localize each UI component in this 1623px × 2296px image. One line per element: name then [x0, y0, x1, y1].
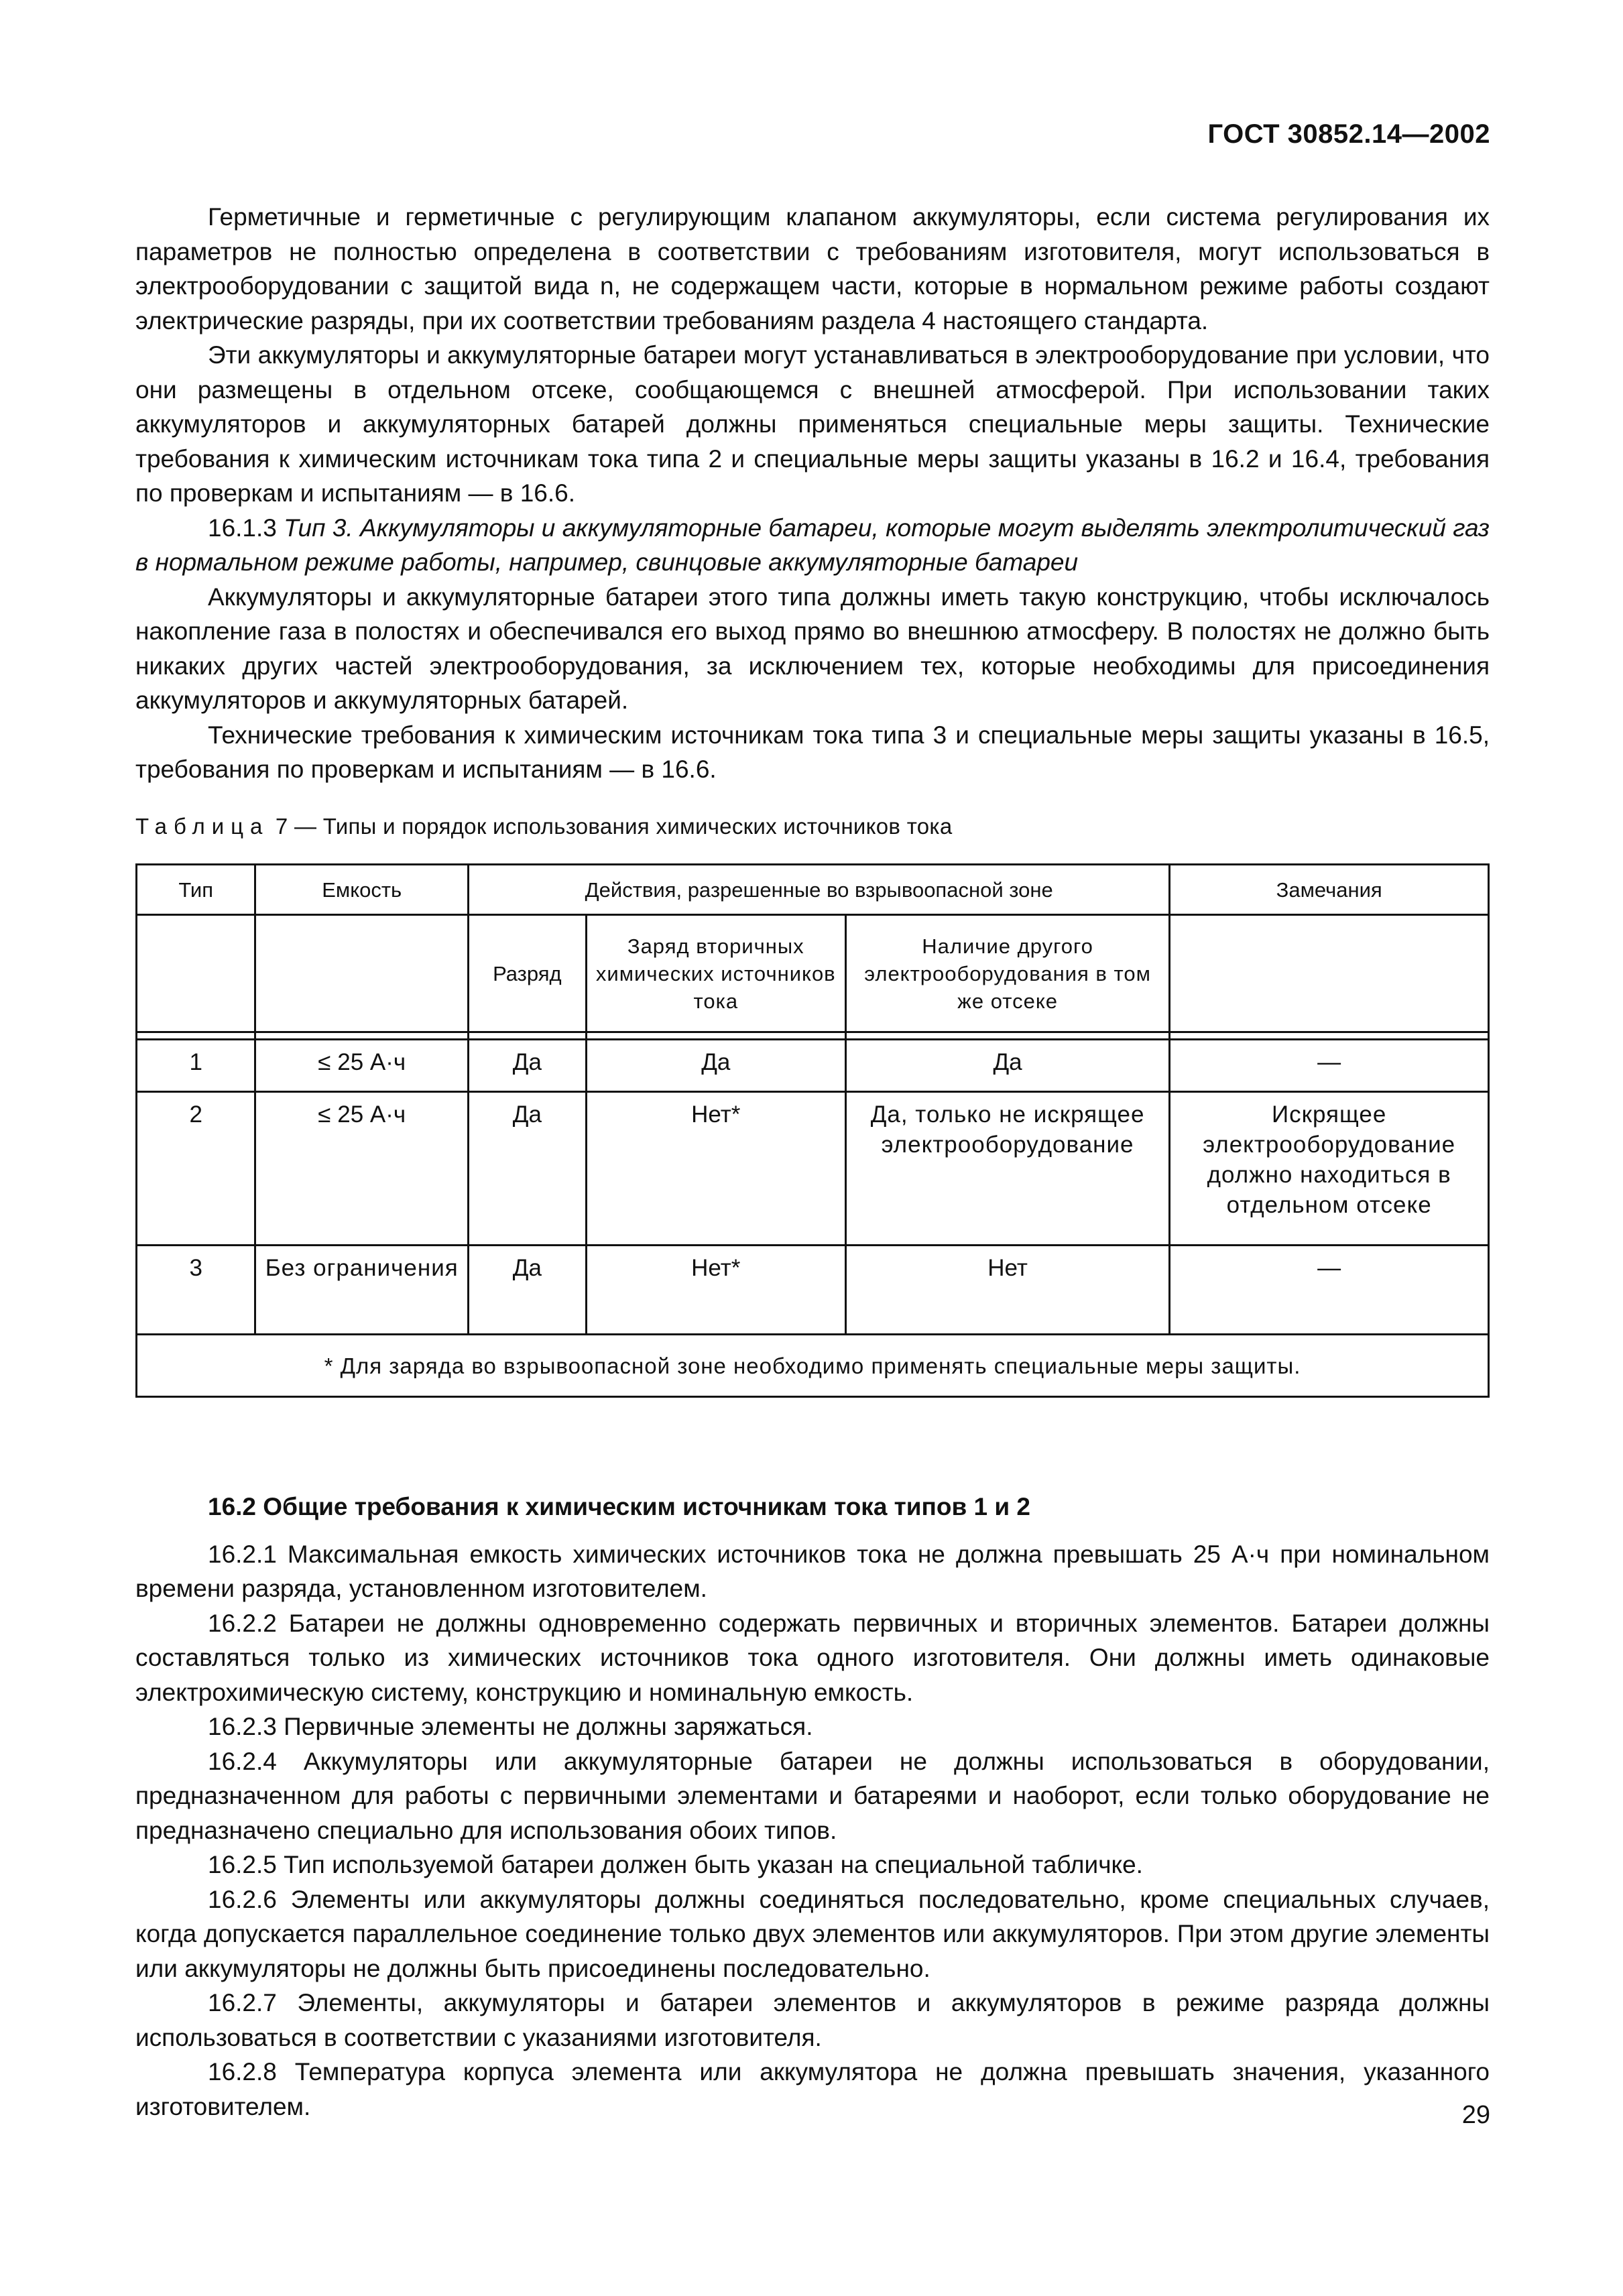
table-footnote-row: [137, 1335, 1489, 1397]
cell-discharge: Да: [469, 1092, 587, 1246]
paragraph: 16.2.6 Элементы или аккумуляторы должны соединяться последовательно, кроме специальных случаев, когда допускается параллельное соединение только двух элементов или аккумуляторов. При этом другие элементы или аккумуляторы не должны быть присоединены последовательно.: [135, 1885, 1490, 1982]
section-heading: 16.2 Общие требования к химическим источникам тока типов 1 и 2: [208, 1493, 1030, 1520]
cell-capacity: Без ограничения: [255, 1246, 469, 1335]
table-footnote: * Для заряда во взрывоопасной зоне необходимо применять специальные меры защиты.: [137, 1335, 1489, 1397]
header-discharge: Разряд: [469, 915, 587, 1032]
paragraph: 16.2.5 Тип используемой батареи должен быть указан на специальной табличке.: [208, 1851, 1143, 1878]
subheader-empty: [137, 915, 255, 1032]
table-caption-label: Таблица: [135, 814, 269, 839]
battery-types-table: [135, 863, 1490, 1398]
table-header-row: [137, 865, 1489, 915]
table-row: [137, 1246, 1489, 1335]
cell-charge: Да: [586, 1040, 845, 1092]
header-separator: [137, 1032, 1489, 1040]
cell-discharge: Да: [469, 1246, 587, 1335]
paragraph: 16.2.8 Температура корпуса элемента или аккумулятора не должна превышать значения, указанного изготовителем.: [135, 2058, 1490, 2120]
table-row: [137, 1092, 1489, 1246]
document-id: ГОСТ 30852.14—2002: [1207, 119, 1490, 149]
subheader-empty: [255, 915, 469, 1032]
cell-discharge: Да: [469, 1040, 587, 1092]
table-row: [137, 1040, 1489, 1092]
clause-1613: [135, 511, 1490, 580]
intro-text-block: [135, 200, 1490, 787]
cell-notes: —: [1170, 1040, 1489, 1092]
cell-other: Да, только не искрящее электрооборудование: [845, 1092, 1170, 1246]
cell-other: Нет: [845, 1246, 1170, 1335]
cell-type: 2: [137, 1092, 255, 1246]
clause-title: Тип 3. Аккумуляторы и аккумуляторные батареи, которые могут выделять электролитический газ в нормальном режиме работы, например, свинцовые аккумуляторные батареи: [135, 513, 1490, 576]
cell-capacity: ≤ 25 А·ч: [255, 1040, 469, 1092]
subheader-empty: [1170, 915, 1489, 1032]
paragraph: Технические требования к химическим источникам тока типа 3 и специальные меры защиты указаны в 16.5, требования по проверкам и испытаниям — в 16.6.: [135, 721, 1490, 783]
table-caption: [135, 814, 953, 839]
paragraph: Герметичные и герметичные с регулирующим клапаном аккумуляторы, если система регулирования их параметров не полностью определена в соответствии с требованиям изготовителя, могут использоваться в электрооборудовании с защитой вида n, не содержащем части, которые в нормальном режиме работы создают электрические разряды, при их соответствии требованиям раздела 4 настоящего стандарта.: [135, 203, 1490, 335]
cell-other: Да: [845, 1040, 1170, 1092]
cell-type: 3: [137, 1246, 255, 1335]
table-caption-text: 7 — Типы и порядок использования химических источников тока: [269, 814, 953, 839]
paragraph: 16.2.1 Максимальная емкость химических источников тока не должна превышать 25 А·ч при номинальном времени разряда, установленном изготовителем.: [135, 1540, 1490, 1602]
header-capacity: Емкость: [255, 865, 469, 915]
paragraph: 16.2.7 Элементы, аккумуляторы и батареи элементов и аккумуляторов в режиме разряда должны использоваться в соответствии с указаниями изготовителя.: [135, 1989, 1490, 2051]
paragraph: Аккумуляторы и аккумуляторные батареи этого типа должны иметь такую конструкцию, чтобы исключалось накопление газа в полостях и обеспечивался его выход прямо во внешнюю атмосферу. В полостях не должно быть никаких других частей электрооборудования, за исключением тех, которые необходимы для присоединения аккумуляторов и аккумуляторных батарей.: [135, 583, 1490, 714]
header-actions: Действия, разрешенные во взрывоопасной зоне: [469, 865, 1170, 915]
paragraph: Эти аккумуляторы и аккумуляторные батареи могут устанавливаться в электрооборудование при условии, что они размещены в отдельном отсеке, сообщающемся с внешней атмосферой. При использовании таких аккумуляторов и аккумуляторных батарей должны применяться специальные меры защиты. Технические требования к химическим источникам тока типа 2 и специальные меры защиты указаны в 16.2 и 16.4, требования по проверкам и испытаниям — в 16.6.: [135, 341, 1490, 507]
header-type: Тип: [137, 865, 255, 915]
header-notes: Замечания: [1170, 865, 1489, 915]
clause-number: 16.1.3: [208, 513, 284, 542]
cell-charge: Нет*: [586, 1092, 845, 1246]
paragraph: 16.2.4 Аккумуляторы или аккумуляторные батареи не должны использоваться в оборудовании, предназначенном для работы с первичными элементами и батареями и наоборот, если только оборудование не предназначено специально для использования обоих типов.: [135, 1747, 1490, 1844]
header-charge: Заряд вторичных химических источников тока: [586, 915, 845, 1032]
cell-charge: Нет*: [586, 1246, 845, 1335]
paragraph: 16.2.3 Первичные элементы не должны заряжаться.: [208, 1713, 813, 1740]
cell-notes: —: [1170, 1246, 1489, 1335]
section-16-2: [135, 1490, 1490, 2124]
table-subheader-row: [137, 915, 1489, 1032]
paragraph: 16.2.2 Батареи не должны одновременно содержать первичных и вторичных элементов. Батареи должны составляться только из химических источников тока одного изготовителя. Они должны иметь одинаковые электрохимическую систему, конструкцию и номинальную емкость.: [135, 1609, 1490, 1706]
cell-type: 1: [137, 1040, 255, 1092]
cell-capacity: ≤ 25 А·ч: [255, 1092, 469, 1246]
page-number: 29: [1461, 2101, 1490, 2129]
cell-notes: Искрящее электрооборудование должно находиться в отдельном отсеке: [1170, 1092, 1489, 1246]
header-other-equipment: Наличие другого электрооборудования в том же отсеке: [845, 915, 1170, 1032]
